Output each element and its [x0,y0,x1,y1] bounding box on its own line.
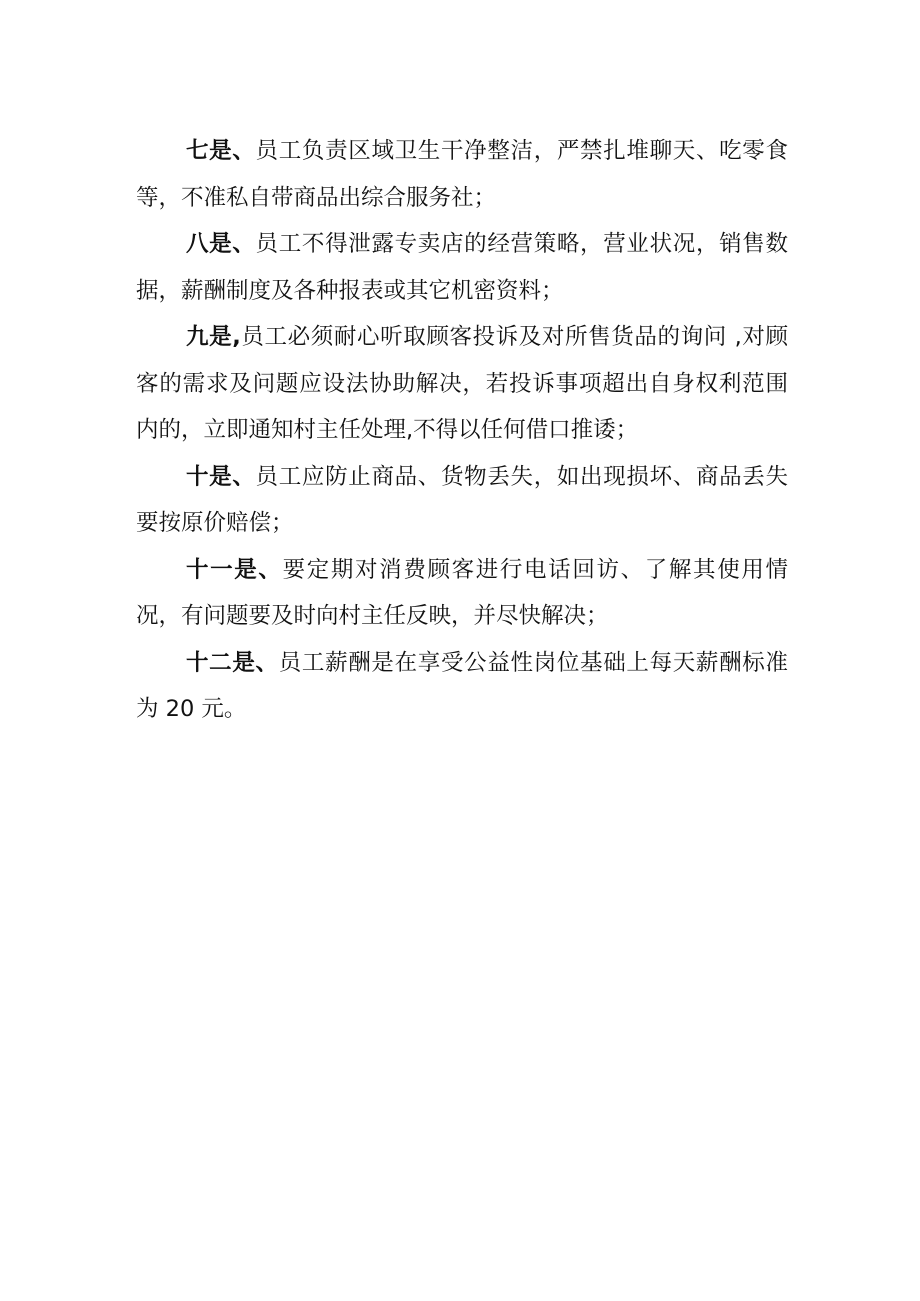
paragraph-text: 员工必须耐心听取顾客投诉及对所售货品的询问 ,对顾客的需求及问题应设法协助解决，若投诉事项超出自身权利范围内的，立即通知村主任处理,不得以任何借口推诿； [136,324,788,443]
document-body [136,128,788,733]
paragraph-text: 要定期对消费顾客进行电话回访、了解其使用情况，有问题要及时向村主任反映，并尽快解决； [136,556,788,629]
paragraph-9 [136,314,788,454]
paragraph-lead: 八是、 [186,231,256,257]
paragraph-lead: 十二是、 [186,649,279,676]
paragraph-text: 员工负责区域卫生干净整洁，严禁扎堆聊天、吃零食等，不准私自带商品出综合服务社； [136,138,788,211]
paragraph-7 [136,128,788,221]
paragraph-11 [136,547,788,640]
paragraph-12 [136,640,788,733]
paragraph-10 [136,454,788,547]
paragraph-text: 员工应防止商品、货物丢失，如出现损坏、商品丢失要按原价赔偿； [136,463,788,536]
paragraph-lead: 七是、 [186,138,256,164]
paragraph-text: 员工不得泄露专卖店的经营策略，营业状况，销售数据，薪酬制度及各种报表或其它机密资料； [136,231,788,304]
paragraph-text: 员工薪酬是在享受公益性岗位基础上每天薪酬标准为 20 元。 [136,649,788,722]
paragraph-8 [136,221,788,314]
paragraph-lead: 十是、 [186,463,256,490]
paragraph-lead: 九是, [186,324,241,350]
paragraph-lead: 十一是、 [186,556,283,583]
